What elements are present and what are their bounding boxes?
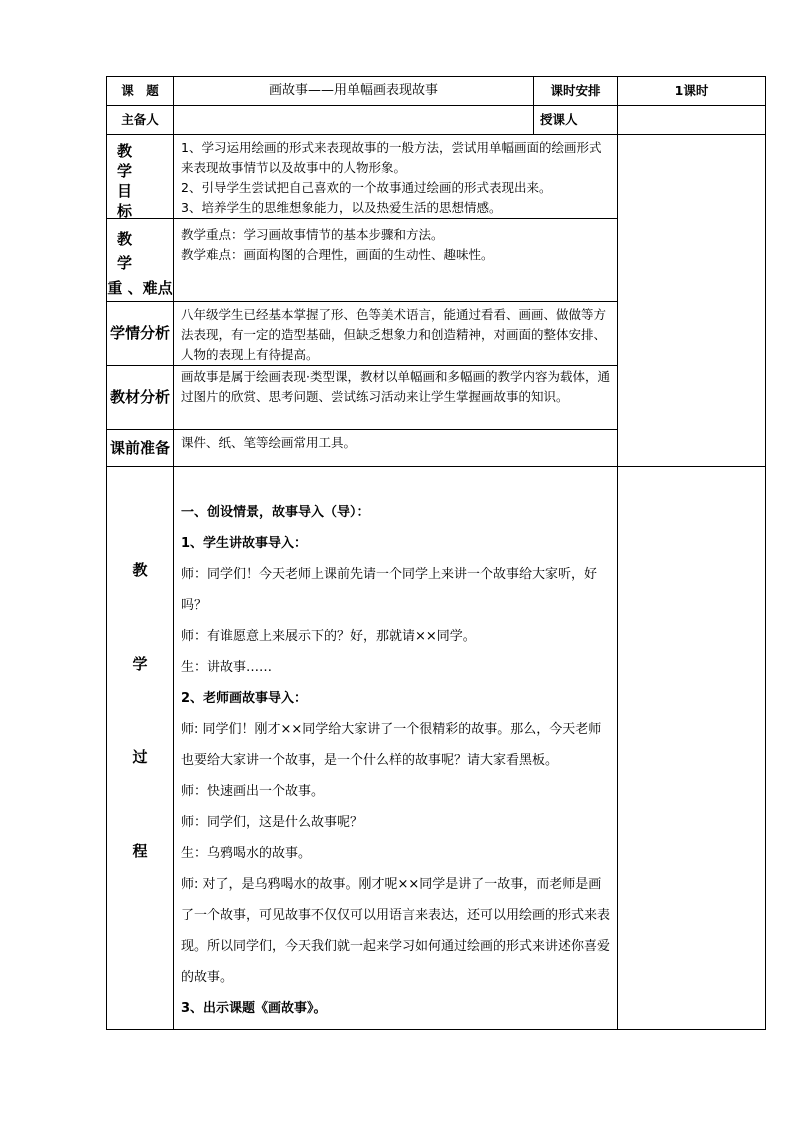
process-paragraph-3: 师：同学们！今天老师上课前先请一个同学上来讲一个故事给大家听，好吗？	[181, 567, 598, 613]
process-label-char-1: 教	[132, 561, 148, 579]
process-paragraph-11: 师: 对了，是乌鸦喝水的故事。刚才呢××同学是讲了一故事，而老师是画了一个故事，可见故事不仅仅可以用语言来表达，还可以用绘画的形式来表现。所以同学们，今天我们就一起来学习如何通过绘画的形式来讲述你喜爱的故事。	[181, 877, 611, 985]
material-analysis-label: 教材分析	[109, 388, 170, 406]
lesson-plan-table	[106, 76, 766, 1030]
key-point-line-1: 教学重点：学习画故事情节的基本步骤和方法。	[181, 227, 444, 242]
preparation-text: 课件、纸、笔等绘画常用工具。	[181, 435, 357, 450]
subject-label: 课 题	[107, 77, 174, 106]
process-content	[174, 467, 618, 1030]
key-points-content	[174, 219, 618, 302]
goal-line-1: 1、学习运用绘画的形式来表现故事的一般方法，尝试用单幅画面的绘画形式来表现故事情节以及故事中的人物形象。	[181, 140, 602, 175]
notes-column-bottom	[618, 467, 766, 1030]
key-points-label-bottom: 重 、难点	[107, 279, 173, 297]
process-row	[107, 467, 766, 1030]
key-point-line-2: 教学难点：画面构图的合理性，画面的生动性、趣味性。	[181, 247, 494, 262]
preparer-value	[174, 106, 534, 135]
process-paragraph-12: 3、出示课题《画故事》。	[181, 1001, 327, 1016]
student-analysis-text: 八年级学生已经基本掌握了形、色等美术语言，能通过看看、画画、做做等方法表现，有一定的造型基础，但缺乏想象力和创造精神，对画面的整体安排、人物的表现上有待提高。	[181, 307, 607, 362]
key-points-label-cell	[107, 219, 174, 302]
process-paragraph-6: 2、老师画故事导入：	[181, 691, 308, 706]
process-paragraph-8: 师：快速画出一个故事。	[181, 784, 325, 799]
process-label-char-2: 学	[132, 654, 148, 673]
process-label-cell	[107, 467, 174, 1030]
goals-label-cell	[107, 135, 174, 219]
process-label-char-4: 程	[132, 841, 148, 860]
process-paragraph-5: 生：讲故事……	[181, 660, 273, 675]
header-row	[107, 77, 766, 106]
hours-label: 课时安排	[534, 77, 618, 106]
material-analysis-content	[174, 366, 618, 430]
goals-label-bottom: 目 标	[117, 182, 143, 220]
student-analysis-content	[174, 302, 618, 366]
teacher-label: 授课人	[534, 106, 618, 135]
student-analysis-label-cell	[107, 302, 174, 366]
preparation-content	[174, 430, 618, 467]
goal-line-3: 3、培养学生的思维想象能力，以及热爱生活的思想情感。	[181, 200, 502, 215]
goal-line-2: 2、引导学生尝试把自己喜欢的一个故事通过绘画的形式表现出来。	[181, 180, 552, 195]
preparation-label-cell	[107, 430, 174, 467]
process-paragraph-4: 师：有谁愿意上来展示下的？好，那就请××同学。	[181, 629, 476, 644]
material-analysis-text: 画故事是属于绘画表现·类型课，教材以单幅画和多幅画的教学内容为载体，通过图片的欣赏、思考问题、尝试练习活动来让学生掌握画故事的知识。	[181, 369, 610, 404]
preparation-label: 课前准备	[109, 438, 170, 457]
process-label-char-3: 过	[132, 748, 148, 766]
material-analysis-label-cell	[107, 366, 174, 430]
subject-value: 画故事——用单幅画表现故事	[174, 77, 534, 106]
student-analysis-label: 学情分析	[109, 324, 170, 342]
preparer-label: 主备人	[107, 106, 174, 135]
teacher-value	[618, 106, 766, 135]
process-paragraph-1: 一、创设情景，故事导入（导）：	[181, 505, 370, 520]
preparer-row	[107, 106, 766, 135]
process-paragraph-10: 生：乌鸦喝水的故事。	[181, 846, 312, 861]
process-paragraph-9: 师：同学们，这是什么故事呢？	[181, 815, 364, 830]
process-paragraph-7: 师: 同学们！刚才××同学给大家讲了一个很精彩的故事。那么，今天老师也要给大家讲一个故事，是一个什么样的故事呢？请大家看黑板。	[181, 722, 602, 768]
process-paragraph-2: 1、学生讲故事导入：	[181, 536, 308, 551]
key-points-label-top: 教 学	[117, 230, 143, 272]
hours-value: 1课时	[618, 77, 766, 106]
goals-label-top: 教 学	[117, 142, 143, 180]
goals-row	[107, 135, 766, 219]
goals-content	[174, 135, 618, 219]
notes-column-top	[618, 135, 766, 467]
